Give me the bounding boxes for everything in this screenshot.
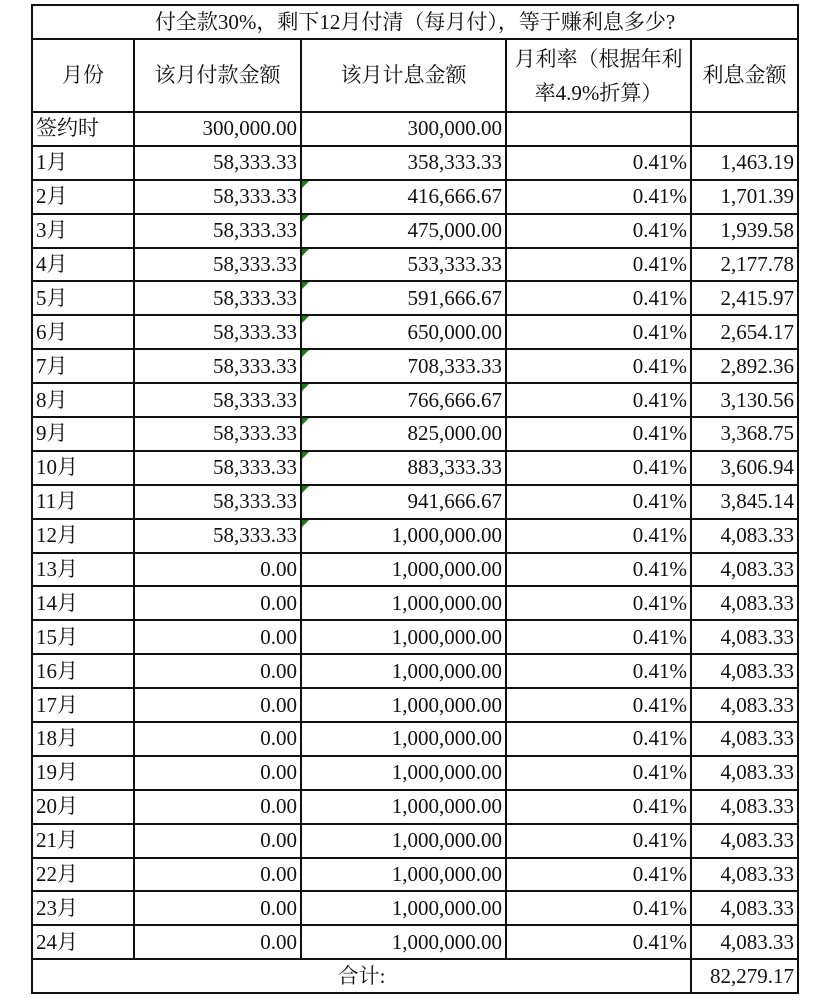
cell-interest: 4,083.33 bbox=[691, 790, 798, 824]
total-row bbox=[32, 959, 798, 993]
cell-interest: 4,083.33 bbox=[691, 654, 798, 688]
cell-rate: 0.41% bbox=[506, 519, 691, 553]
header-month: 月份 bbox=[32, 39, 134, 112]
interest-table bbox=[31, 4, 799, 994]
cell-month: 签约时 bbox=[32, 112, 134, 146]
cell-month: 23月 bbox=[32, 891, 134, 925]
cell-interest: 2,892.36 bbox=[691, 349, 798, 383]
cell-principal: 416,666.67 bbox=[301, 180, 506, 214]
cell-interest bbox=[691, 112, 798, 146]
cell-principal: 300,000.00 bbox=[301, 112, 506, 146]
table-row bbox=[32, 891, 798, 925]
cell-month: 19月 bbox=[32, 756, 134, 790]
cell-interest: 4,083.33 bbox=[691, 586, 798, 620]
cell-principal: 1,000,000.00 bbox=[301, 654, 506, 688]
table-row bbox=[32, 146, 798, 180]
cell-interest: 3,845.14 bbox=[691, 485, 798, 519]
header-rate: 月利率（根据年利率4.9%折算） bbox=[506, 39, 691, 112]
table-row bbox=[32, 485, 798, 519]
error-flag-icon bbox=[302, 452, 309, 459]
table-row bbox=[32, 620, 798, 654]
cell-principal: 358,333.33 bbox=[301, 146, 506, 180]
cell-payment: 0.00 bbox=[134, 790, 301, 824]
cell-interest: 2,177.78 bbox=[691, 248, 798, 282]
cell-rate: 0.41% bbox=[506, 790, 691, 824]
cell-interest: 4,083.33 bbox=[691, 756, 798, 790]
table-row bbox=[32, 214, 798, 248]
cell-month: 3月 bbox=[32, 214, 134, 248]
cell-interest: 1,939.58 bbox=[691, 214, 798, 248]
cell-payment: 0.00 bbox=[134, 824, 301, 858]
cell-principal: 766,666.67 bbox=[301, 383, 506, 417]
cell-payment: 0.00 bbox=[134, 620, 301, 654]
cell-month: 12月 bbox=[32, 519, 134, 553]
cell-rate: 0.41% bbox=[506, 824, 691, 858]
cell-month: 24月 bbox=[32, 925, 134, 959]
cell-rate bbox=[506, 112, 691, 146]
error-flag-icon bbox=[302, 486, 309, 493]
cell-payment: 58,333.33 bbox=[134, 383, 301, 417]
cell-month: 5月 bbox=[32, 281, 134, 315]
cell-principal: 708,333.33 bbox=[301, 349, 506, 383]
cell-principal: 1,000,000.00 bbox=[301, 688, 506, 722]
cell-interest: 1,463.19 bbox=[691, 146, 798, 180]
cell-interest: 4,083.33 bbox=[691, 858, 798, 892]
cell-principal: 1,000,000.00 bbox=[301, 824, 506, 858]
cell-month: 8月 bbox=[32, 383, 134, 417]
cell-payment: 0.00 bbox=[134, 891, 301, 925]
cell-rate: 0.41% bbox=[506, 248, 691, 282]
cell-principal: 1,000,000.00 bbox=[301, 722, 506, 756]
cell-payment: 58,333.33 bbox=[134, 485, 301, 519]
table-row bbox=[32, 553, 798, 587]
cell-payment: 58,333.33 bbox=[134, 146, 301, 180]
cell-month: 14月 bbox=[32, 586, 134, 620]
cell-payment: 0.00 bbox=[134, 688, 301, 722]
cell-rate: 0.41% bbox=[506, 654, 691, 688]
cell-payment: 58,333.33 bbox=[134, 349, 301, 383]
cell-rate: 0.41% bbox=[506, 858, 691, 892]
cell-interest: 4,083.33 bbox=[691, 891, 798, 925]
cell-principal: 1,000,000.00 bbox=[301, 891, 506, 925]
cell-rate: 0.41% bbox=[506, 620, 691, 654]
table-row bbox=[32, 248, 798, 282]
cell-month: 17月 bbox=[32, 688, 134, 722]
table-row bbox=[32, 519, 798, 553]
cell-payment: 58,333.33 bbox=[134, 519, 301, 553]
error-flag-icon bbox=[302, 282, 309, 289]
cell-rate: 0.41% bbox=[506, 315, 691, 349]
total-label: 合计: bbox=[32, 959, 691, 993]
cell-month: 10月 bbox=[32, 451, 134, 485]
error-flag-icon bbox=[302, 520, 309, 527]
cell-principal: 1,000,000.00 bbox=[301, 858, 506, 892]
cell-month: 20月 bbox=[32, 790, 134, 824]
header-interest: 利息金额 bbox=[691, 39, 798, 112]
cell-payment: 0.00 bbox=[134, 586, 301, 620]
cell-payment: 58,333.33 bbox=[134, 180, 301, 214]
cell-interest: 2,654.17 bbox=[691, 315, 798, 349]
cell-payment: 58,333.33 bbox=[134, 451, 301, 485]
cell-rate: 0.41% bbox=[506, 146, 691, 180]
cell-payment: 58,333.33 bbox=[134, 214, 301, 248]
table-row bbox=[32, 383, 798, 417]
cell-payment: 0.00 bbox=[134, 722, 301, 756]
cell-month: 18月 bbox=[32, 722, 134, 756]
table-row bbox=[32, 315, 798, 349]
cell-month: 2月 bbox=[32, 180, 134, 214]
cell-rate: 0.41% bbox=[506, 383, 691, 417]
cell-payment: 58,333.33 bbox=[134, 248, 301, 282]
cell-month: 13月 bbox=[32, 553, 134, 587]
cell-month: 15月 bbox=[32, 620, 134, 654]
cell-rate: 0.41% bbox=[506, 756, 691, 790]
cell-principal: 825,000.00 bbox=[301, 417, 506, 451]
cell-principal: 650,000.00 bbox=[301, 315, 506, 349]
cell-payment: 58,333.33 bbox=[134, 417, 301, 451]
cell-rate: 0.41% bbox=[506, 451, 691, 485]
cell-rate: 0.41% bbox=[506, 925, 691, 959]
cell-principal: 1,000,000.00 bbox=[301, 925, 506, 959]
cell-month: 7月 bbox=[32, 349, 134, 383]
table-row bbox=[32, 858, 798, 892]
cell-rate: 0.41% bbox=[506, 180, 691, 214]
table-row bbox=[32, 451, 798, 485]
table-row bbox=[32, 654, 798, 688]
header-row bbox=[32, 39, 798, 112]
cell-interest: 4,083.33 bbox=[691, 519, 798, 553]
cell-principal: 475,000.00 bbox=[301, 214, 506, 248]
table-row bbox=[32, 112, 798, 146]
cell-interest: 4,083.33 bbox=[691, 688, 798, 722]
table-title: 付全款30%，剩下12月付清（每月付），等于赚利息多少? bbox=[32, 5, 798, 39]
header-payment: 该月付款金额 bbox=[134, 39, 301, 112]
table-row bbox=[32, 417, 798, 451]
cell-month: 4月 bbox=[32, 248, 134, 282]
cell-principal: 1,000,000.00 bbox=[301, 586, 506, 620]
cell-interest: 2,415.97 bbox=[691, 281, 798, 315]
table-row bbox=[32, 790, 798, 824]
cell-principal: 1,000,000.00 bbox=[301, 790, 506, 824]
cell-rate: 0.41% bbox=[506, 586, 691, 620]
error-flag-icon bbox=[302, 215, 309, 222]
table-row bbox=[32, 722, 798, 756]
table-row bbox=[32, 688, 798, 722]
error-flag-icon bbox=[302, 316, 309, 323]
cell-rate: 0.41% bbox=[506, 722, 691, 756]
error-flag-icon bbox=[302, 418, 309, 425]
cell-month: 1月 bbox=[32, 146, 134, 180]
title-row bbox=[32, 5, 798, 39]
cell-principal: 1,000,000.00 bbox=[301, 756, 506, 790]
cell-payment: 0.00 bbox=[134, 553, 301, 587]
cell-month: 16月 bbox=[32, 654, 134, 688]
cell-interest: 4,083.33 bbox=[691, 553, 798, 587]
cell-interest: 1,701.39 bbox=[691, 180, 798, 214]
table-row bbox=[32, 349, 798, 383]
cell-payment: 58,333.33 bbox=[134, 315, 301, 349]
table-row bbox=[32, 756, 798, 790]
cell-interest: 4,083.33 bbox=[691, 620, 798, 654]
cell-principal: 883,333.33 bbox=[301, 451, 506, 485]
cell-interest: 4,083.33 bbox=[691, 722, 798, 756]
header-principal: 该月计息金额 bbox=[301, 39, 506, 112]
table-row bbox=[32, 824, 798, 858]
error-flag-icon bbox=[302, 181, 309, 188]
table-row bbox=[32, 180, 798, 214]
cell-rate: 0.41% bbox=[506, 417, 691, 451]
cell-principal: 941,666.67 bbox=[301, 485, 506, 519]
cell-interest: 4,083.33 bbox=[691, 925, 798, 959]
table-row bbox=[32, 925, 798, 959]
cell-payment: 0.00 bbox=[134, 756, 301, 790]
cell-principal: 1,000,000.00 bbox=[301, 620, 506, 654]
cell-principal: 1,000,000.00 bbox=[301, 519, 506, 553]
table-row bbox=[32, 281, 798, 315]
cell-rate: 0.41% bbox=[506, 553, 691, 587]
cell-rate: 0.41% bbox=[506, 214, 691, 248]
cell-payment: 0.00 bbox=[134, 858, 301, 892]
cell-payment: 58,333.33 bbox=[134, 281, 301, 315]
cell-payment: 0.00 bbox=[134, 654, 301, 688]
error-flag-icon bbox=[302, 249, 309, 256]
cell-interest: 3,368.75 bbox=[691, 417, 798, 451]
cell-interest: 3,130.56 bbox=[691, 383, 798, 417]
cell-interest: 3,606.94 bbox=[691, 451, 798, 485]
cell-rate: 0.41% bbox=[506, 281, 691, 315]
total-value: 82,279.17 bbox=[691, 959, 798, 993]
error-flag-icon bbox=[302, 350, 309, 357]
cell-interest: 4,083.33 bbox=[691, 824, 798, 858]
cell-month: 9月 bbox=[32, 417, 134, 451]
cell-rate: 0.41% bbox=[506, 891, 691, 925]
cell-principal: 533,333.33 bbox=[301, 248, 506, 282]
cell-payment: 0.00 bbox=[134, 925, 301, 959]
cell-payment: 300,000.00 bbox=[134, 112, 301, 146]
table-row bbox=[32, 586, 798, 620]
cell-rate: 0.41% bbox=[506, 349, 691, 383]
cell-principal: 591,666.67 bbox=[301, 281, 506, 315]
error-flag-icon bbox=[302, 384, 309, 391]
cell-month: 6月 bbox=[32, 315, 134, 349]
cell-month: 22月 bbox=[32, 858, 134, 892]
cell-month: 21月 bbox=[32, 824, 134, 858]
cell-principal: 1,000,000.00 bbox=[301, 553, 506, 587]
cell-rate: 0.41% bbox=[506, 485, 691, 519]
cell-rate: 0.41% bbox=[506, 688, 691, 722]
cell-month: 11月 bbox=[32, 485, 134, 519]
